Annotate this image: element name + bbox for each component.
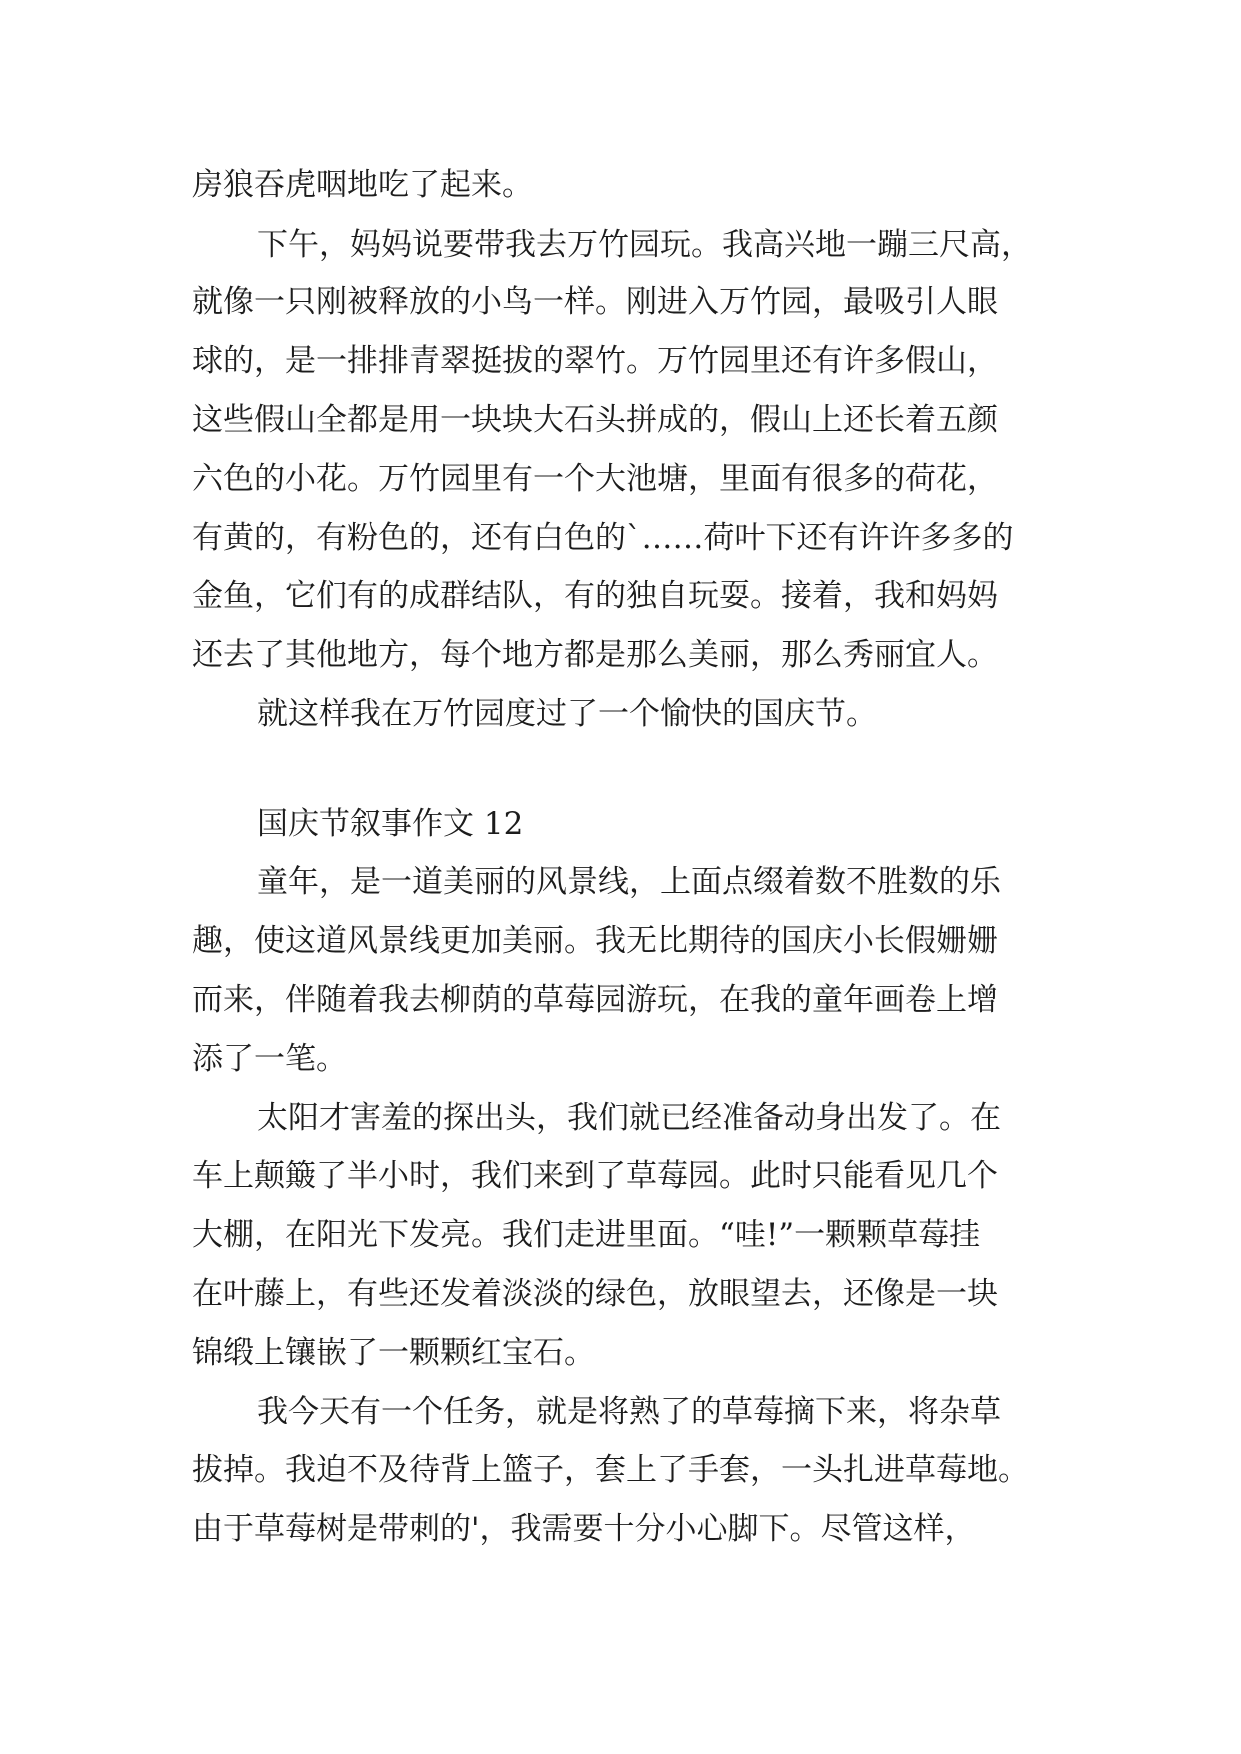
text-line: 趣，使这道风景线更加美丽。我无比期待的国庆小长假姗姗 — [192, 923, 998, 959]
text-line: 而来，伴随着我去柳荫的草莓园游玩，在我的童年画卷上增 — [192, 982, 998, 1018]
text-line: 有黄的，有粉色的，还有白色的`……荷叶下还有许许多多的 — [192, 520, 1014, 556]
text-line: 在叶藤上，有些还发着淡淡的绿色，放眼望去，还像是一块 — [192, 1276, 998, 1312]
text-line: 金鱼，它们有的成群结队，有的独自玩耍。接着，我和妈妈 — [192, 578, 998, 614]
section-heading: 国庆节叙事作文 12 — [257, 806, 524, 842]
text-line: 添了一笔。 — [192, 1041, 347, 1077]
text-line: 大棚，在阳光下发亮。我们走进里面。“哇!”一颗颗草莓挂 — [192, 1217, 981, 1253]
text-line: 球的，是一排排青翠挺拔的翠竹。万竹园里还有许多假山， — [192, 343, 998, 379]
text-line: 还去了其他地方，每个地方都是那么美丽，那么秀丽宜人。 — [192, 637, 998, 673]
paragraph-start-line: 我今天有一个任务，就是将熟了的草莓摘下来，将杂草 — [257, 1394, 1001, 1430]
text-line: 拔掉。我迫不及待背上篮子，套上了手套，一头扎进草莓地。 — [192, 1452, 1029, 1488]
text-line: 这些假山全都是用一块块大石头拼成的，假山上还长着五颜 — [192, 402, 998, 438]
paragraph-start-line: 下午，妈妈说要带我去万竹园玩。我高兴地一蹦三尺高， — [257, 227, 1032, 263]
paragraph-start-line: 就这样我在万竹园度过了一个愉快的国庆节。 — [257, 696, 877, 732]
text-line: 由于草莓树是带刺的'，我需要十分小心脚下。尽管这样， — [192, 1511, 976, 1547]
text-line: 车上颠簸了半小时，我们来到了草莓园。此时只能看见几个 — [192, 1158, 998, 1194]
text-line: 锦缎上镶嵌了一颗颗红宝石。 — [192, 1335, 595, 1371]
text-line: 就像一只刚被释放的小鸟一样。刚进入万竹园，最吸引人眼 — [192, 284, 998, 320]
paragraph-start-line: 童年，是一道美丽的风景线，上面点缀着数不胜数的乐 — [257, 864, 1001, 900]
text-line: 房狼吞虎咽地吃了起来。 — [192, 167, 533, 203]
paragraph-start-line: 太阳才害羞的探出头，我们就已经准备动身出发了。在 — [257, 1100, 1001, 1136]
text-line: 六色的小花。万竹园里有一个大池塘，里面有很多的荷花， — [192, 461, 998, 497]
